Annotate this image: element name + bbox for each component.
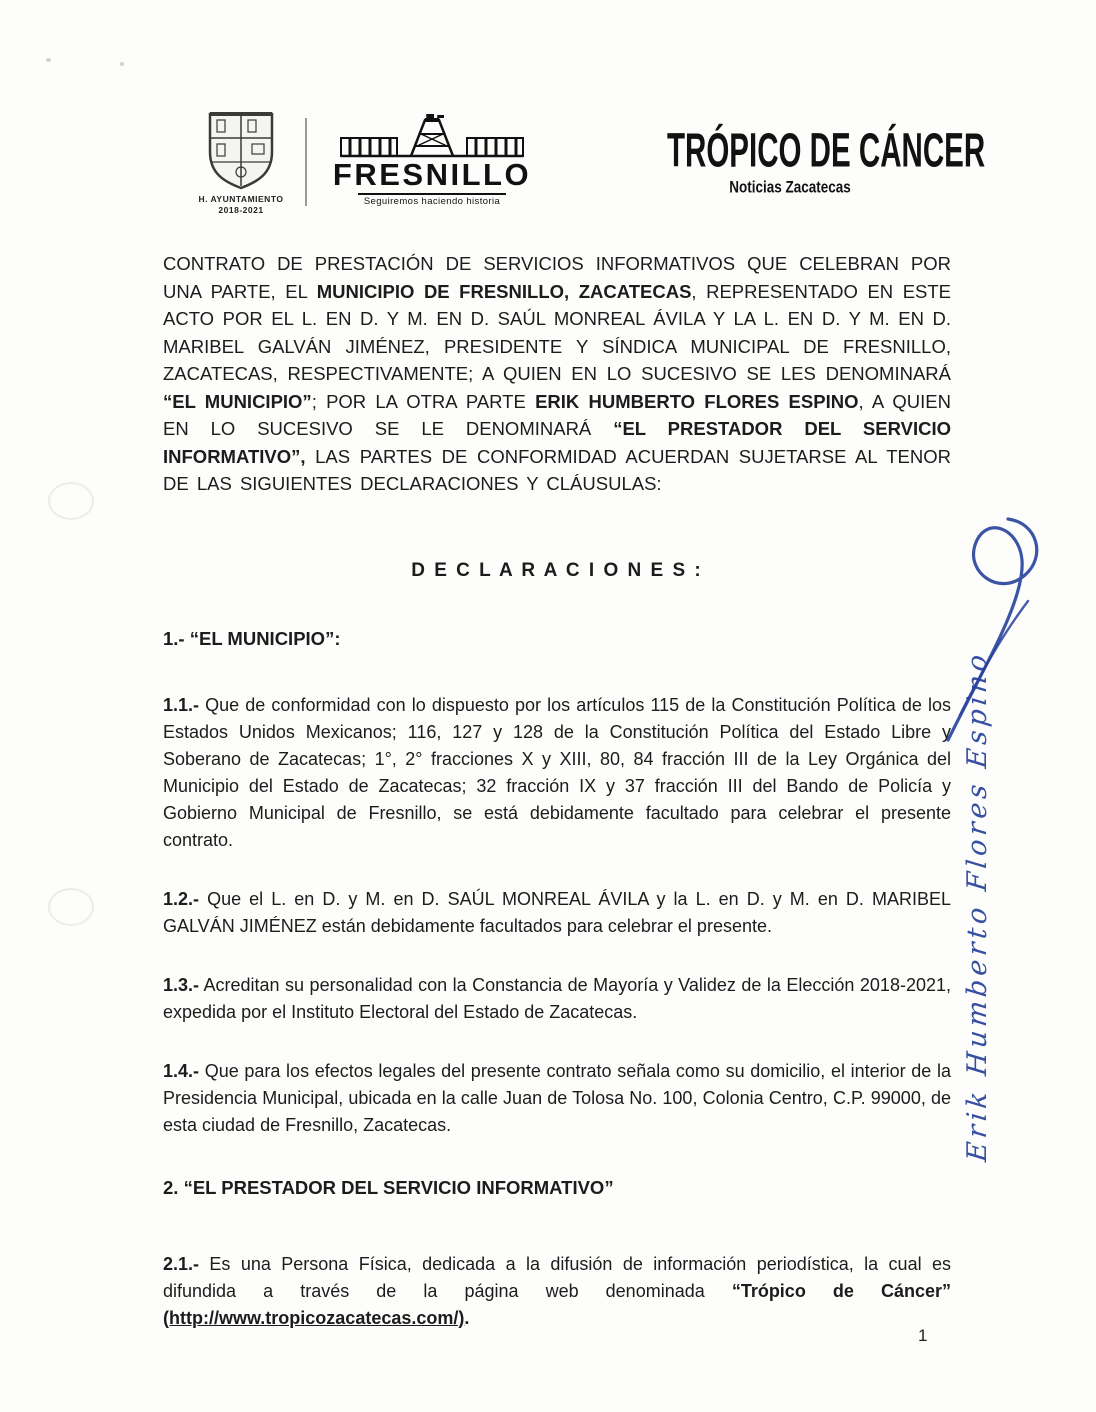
coat-of-arms-icon xyxy=(204,110,278,192)
clause-2-1: 2.1.- Es una Persona Física, dedicada a la difusión de información periodística, la cual es difundida a través de la página web denominada “Trópico de Cáncer” (http://www.tropicozacatecas.com/). xyxy=(163,1253,951,1328)
coat-caption-line1: H. AYUNTAMIENTO xyxy=(198,194,284,204)
scan-artifact-circle xyxy=(48,888,94,926)
tropico-wordmark: TRÓPICO DE CÁNCER xyxy=(667,122,986,178)
scan-speck xyxy=(46,58,51,62)
page-number: 1 xyxy=(918,1326,928,1345)
section-1-heading: 1.- “EL MUNICIPIO”: xyxy=(163,627,341,649)
municipal-coat-of-arms xyxy=(196,110,286,216)
signature-handwritten-name: Erik Humberto Flores Espino xyxy=(962,649,993,1164)
mine-headframe-icon xyxy=(339,112,525,158)
clause-1-1: 1.1.- Que de conformidad con lo dispuesto por los artículos 115 de la Constitución Política de los Estados Unidos Mexicanos; 116, 127 y 128 de la Constitución Política del Estado Libre y Soberano de Zacatecas; 1°, 2° fracciones X y XIII, 80, 84 fracción III de la Ley Orgánica del Municipio del Estado de Zacatecas; 32 fracción IX y 37 fracción III del Bando de Policía y Gobierno Municipal de Fresnillo, se está debidamente facultado para celebrar el presente contrato. xyxy=(163,694,951,850)
tropico-subtitle: Noticias Zacatecas xyxy=(729,178,851,197)
scan-speck xyxy=(120,62,124,66)
section-2-heading: 2. “EL PRESTADOR DEL SERVICIO INFORMATIVO” xyxy=(163,1176,614,1198)
clause-1-2: 1.2.- Que el L. en D. y M. en D. SAÚL MONREAL ÁVILA y la L. en D. y M. en D. MARIBEL GALVÁN JIMÉNEZ están debidamente facultados para celebrar el presente. xyxy=(163,888,951,936)
coat-caption-line2: 2018-2021 xyxy=(218,205,264,215)
letterhead xyxy=(0,0,1096,240)
fresnillo-tagline: Seguiremos haciendo historia xyxy=(358,193,506,207)
tropico-de-cancer-logo xyxy=(640,122,986,197)
declaraciones-heading: D E C L A R A C I O N E S : xyxy=(411,559,703,581)
fresnillo-logo xyxy=(332,112,532,209)
letterhead-divider xyxy=(305,118,307,206)
fresnillo-wordmark: FRESNILLO xyxy=(332,157,532,192)
clause-1-4: 1.4.- Que para los efectos legales del presente contrato señala como su domicilio, el interior de la Presidencia Municipal, ubicada en la calle Juan de Tolosa No. 100, Colonia Centro, C.P. 99000, de esta ciudad de Fresnillo, Zacatecas. xyxy=(163,1060,951,1135)
contract-intro-paragraph: CONTRATO DE PRESTACIÓN DE SERVICIOS INFORMATIVOS QUE CELEBRAN POR UNA PARTE, EL MUNICIPIO DE FRESNILLO, ZACATECAS, REPRESENTADO EN ESTE ACTO POR EL L. EN D. Y M. EN D. SAÚL MONREAL ÁVILA Y LA L. EN D. Y M. EN D. MARIBEL GALVÁN JIMÉNEZ, PRESIDENTE Y SÍNDICA MUNICIPAL DE FRESNILLO, ZACATECAS, RESPECTIVAMENTE; A QUIEN EN LO SUCESIVO SE LES DENOMINARÁ “EL MUNICIPIO”; POR LA OTRA PARTE ERIK HUMBERTO FLORES ESPINO, A QUIEN EN LO SUCESIVO SE LE DENOMINARÁ “EL PRESTADOR DEL SERVICIO INFORMATIVO”, LAS PARTES DE CONFORMIDAD ACUERDAN SUJETARSE AL TENOR DE LAS SIGUIENTES DECLARACIONES Y CLÁUSULAS: xyxy=(163,253,952,494)
contract-body xyxy=(163,250,951,1332)
scan-artifact-circle xyxy=(48,482,94,520)
clause-1-3: 1.3.- Acreditan su personalidad con la Constancia de Mayoría y Validez de la Elección 2018-2021, expedida por el Instituto Electoral del Estado de Zacatecas. xyxy=(163,974,951,1022)
